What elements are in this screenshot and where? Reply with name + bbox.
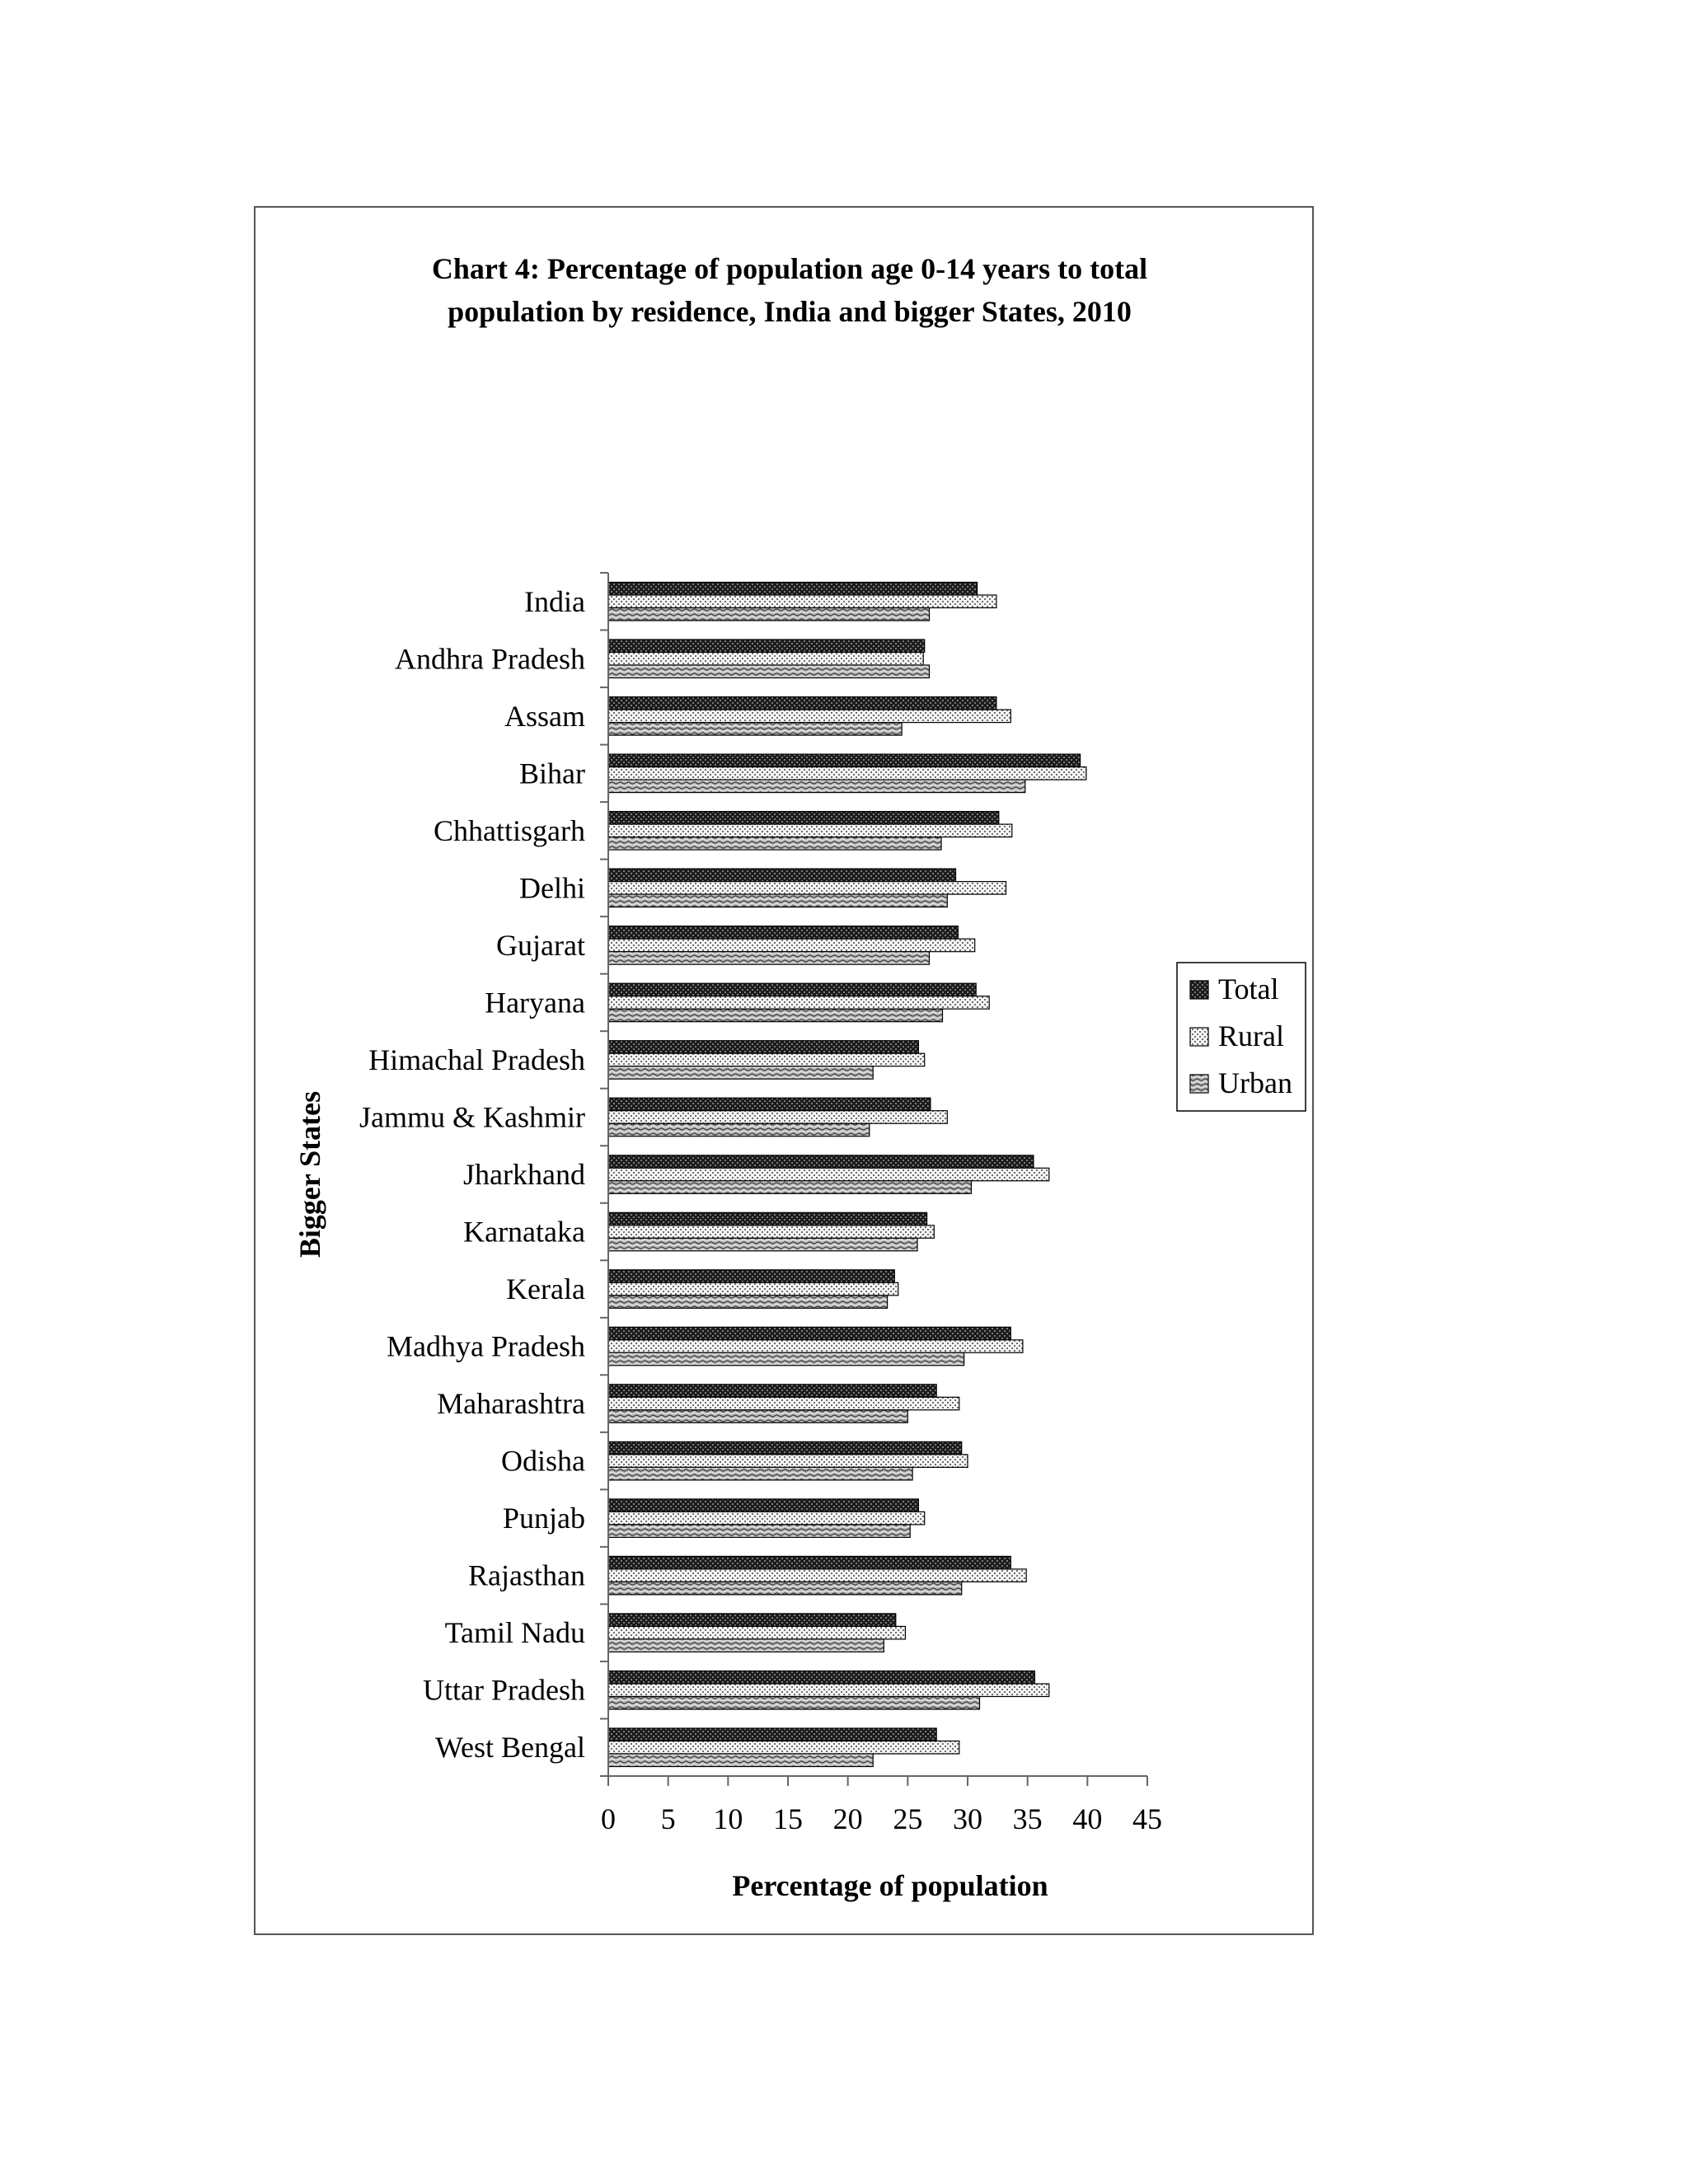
legend-swatch-rural — [1190, 1028, 1208, 1046]
category-label-tamil-nadu: Tamil Nadu — [444, 1616, 585, 1650]
category-label-jammu-kashmir: Jammu & Kashmir — [359, 1100, 585, 1134]
bar-rural-delhi — [608, 882, 1006, 895]
bar-rural-jharkhand — [608, 1168, 1049, 1181]
bar-rural-odisha — [608, 1455, 968, 1468]
bar-urban-himachal-pradesh — [608, 1066, 873, 1080]
x-tick-label-35: 35 — [1012, 1802, 1043, 1835]
bar-rural-uttar-pradesh — [608, 1684, 1049, 1697]
category-label-kerala: Kerala — [506, 1272, 585, 1305]
x-axis-title: Percentage of population — [732, 1869, 1048, 1902]
bar-total-madhya-pradesh — [608, 1327, 1010, 1340]
y-axis-title: Bigger States — [293, 1090, 326, 1258]
bar-rural-chhattisgarh — [608, 824, 1012, 837]
legend-swatch-total — [1190, 981, 1208, 999]
bar-urban-maharashtra — [608, 1410, 907, 1423]
bar-urban-andhra-pradesh — [608, 665, 930, 678]
bar-total-jharkhand — [608, 1155, 1034, 1169]
bar-total-karnataka — [608, 1212, 927, 1226]
bar-total-bihar — [608, 754, 1081, 767]
category-label-odisha: Odisha — [501, 1444, 585, 1478]
x-tick-label-25: 25 — [893, 1802, 923, 1835]
category-label-gujarat: Gujarat — [496, 928, 585, 962]
bar-total-chhattisgarh — [608, 812, 999, 825]
x-tick-label-0: 0 — [601, 1802, 616, 1835]
bar-total-kerala — [608, 1270, 894, 1283]
x-tick-label-40: 40 — [1072, 1802, 1103, 1835]
bar-total-himachal-pradesh — [608, 1041, 918, 1054]
category-label-india: India — [524, 584, 585, 618]
bar-total-maharashtra — [608, 1385, 936, 1398]
x-tick-label-20: 20 — [832, 1802, 863, 1835]
bar-rural-west-bengal — [608, 1741, 959, 1755]
bar-rural-rajasthan — [608, 1569, 1026, 1582]
chart-title-line-1: Chart 4: Percentage of population age 0-14 years to total — [431, 252, 1148, 285]
bar-total-tamil-nadu — [608, 1614, 896, 1627]
bar-total-jammu-kashmir — [608, 1098, 931, 1111]
bar-rural-assam — [608, 710, 1010, 723]
bar-urban-punjab — [608, 1525, 910, 1538]
bar-total-haryana — [608, 983, 976, 996]
category-label-punjab: Punjab — [502, 1502, 585, 1535]
bar-total-delhi — [608, 869, 956, 882]
bar-rural-punjab — [608, 1511, 925, 1525]
legend-label-total: Total — [1218, 972, 1279, 1005]
bar-urban-rajasthan — [608, 1582, 962, 1595]
bar-rural-haryana — [608, 996, 989, 1010]
bar-total-uttar-pradesh — [608, 1671, 1034, 1685]
bar-rural-himachal-pradesh — [608, 1053, 925, 1066]
category-label-uttar-pradesh: Uttar Pradesh — [423, 1673, 585, 1707]
bar-total-odisha — [608, 1441, 962, 1455]
x-tick-label-5: 5 — [660, 1802, 676, 1835]
category-label-himachal-pradesh: Himachal Pradesh — [368, 1043, 585, 1076]
x-tick-label-45: 45 — [1132, 1802, 1162, 1835]
bar-urban-haryana — [608, 1009, 943, 1022]
bar-urban-bihar — [608, 780, 1025, 793]
category-label-madhya-pradesh: Madhya Pradesh — [387, 1329, 585, 1363]
bar-total-west-bengal — [608, 1728, 936, 1741]
x-tick-label-15: 15 — [773, 1802, 803, 1835]
bar-rural-tamil-nadu — [608, 1626, 905, 1639]
x-tick-label-30: 30 — [953, 1802, 982, 1835]
bar-urban-west-bengal — [608, 1754, 873, 1767]
bar-urban-assam — [608, 723, 902, 736]
category-label-haryana: Haryana — [485, 986, 585, 1019]
bar-urban-india — [608, 608, 930, 621]
legend-label-urban: Urban — [1218, 1066, 1292, 1099]
category-label-rajasthan: Rajasthan — [468, 1558, 585, 1592]
bar-urban-odisha — [608, 1467, 912, 1480]
bar-urban-gujarat — [608, 952, 930, 965]
category-label-delhi: Delhi — [519, 871, 585, 905]
category-label-jharkhand: Jharkhand — [463, 1158, 585, 1191]
bar-total-punjab — [608, 1499, 918, 1512]
category-label-assam: Assam — [504, 699, 585, 733]
bar-total-gujarat — [608, 926, 958, 940]
x-tick-label-10: 10 — [713, 1802, 743, 1835]
bar-rural-madhya-pradesh — [608, 1340, 1023, 1353]
bar-total-andhra-pradesh — [608, 640, 925, 653]
bar-rural-maharashtra — [608, 1397, 959, 1410]
bar-urban-chhattisgarh — [608, 837, 941, 851]
bar-urban-delhi — [608, 894, 947, 907]
legend-swatch-urban — [1190, 1075, 1208, 1093]
bar-rural-gujarat — [608, 939, 975, 952]
bar-urban-tamil-nadu — [608, 1639, 884, 1652]
bar-urban-jammu-kashmir — [608, 1123, 870, 1137]
bar-urban-karnataka — [608, 1238, 917, 1251]
category-label-bihar: Bihar — [519, 757, 585, 790]
bar-rural-jammu-kashmir — [608, 1111, 947, 1124]
bar-total-assam — [608, 697, 996, 710]
bar-rural-india — [608, 595, 996, 608]
bar-rural-bihar — [608, 767, 1086, 780]
chart-title-line-2: population by residence, India and bigger States, 2010 — [448, 295, 1132, 328]
bar-urban-uttar-pradesh — [608, 1697, 980, 1710]
category-label-west-bengal: West Bengal — [434, 1731, 585, 1765]
legend-label-rural: Rural — [1218, 1019, 1284, 1052]
bar-urban-kerala — [608, 1296, 888, 1309]
bar-total-india — [608, 583, 978, 596]
bar-urban-madhya-pradesh — [608, 1352, 964, 1366]
category-label-karnataka: Karnataka — [463, 1215, 585, 1249]
category-label-chhattisgarh: Chhattisgarh — [434, 813, 585, 847]
category-label-andhra-pradesh: Andhra Pradesh — [395, 642, 585, 676]
bar-rural-karnataka — [608, 1226, 934, 1239]
bar-urban-jharkhand — [608, 1181, 971, 1194]
bar-total-rajasthan — [608, 1556, 1010, 1569]
bar-rural-kerala — [608, 1282, 898, 1296]
bar-rural-andhra-pradesh — [608, 653, 923, 666]
category-label-maharashtra: Maharashtra — [437, 1387, 585, 1421]
